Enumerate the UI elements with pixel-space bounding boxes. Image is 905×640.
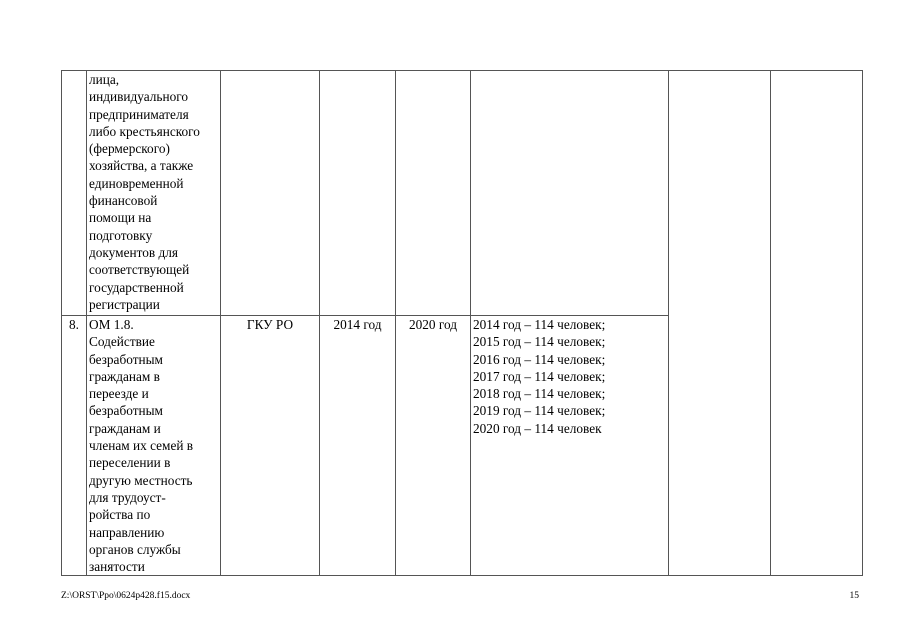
row-number-cell — [62, 71, 87, 316]
activity-text-line: государственной — [89, 279, 184, 295]
activity-text-line: индивидуального — [89, 89, 188, 105]
activity-text-line: членам их семей в — [89, 438, 194, 454]
result-line: 2017 год – 114 человек; — [473, 368, 606, 384]
start-cell: 2014 год — [320, 316, 396, 576]
activity-cell — [87, 71, 221, 316]
activity-text-line: документов для — [89, 244, 178, 260]
activity-text-line: ройства по — [89, 507, 151, 523]
activity-text-line: безработным — [89, 403, 163, 419]
results-cell — [471, 316, 669, 576]
activity-text-line: ОМ 1.8. — [89, 317, 134, 332]
activity-text-line: помощи на — [89, 210, 152, 226]
activity-text-line: Содействие — [89, 334, 155, 350]
result-line: 2014 год – 114 человек; — [473, 317, 606, 332]
end-cell — [396, 71, 471, 316]
start-cell — [320, 71, 396, 316]
activity-text-line: органов службы — [89, 541, 181, 557]
activity-text-line: переезде и — [89, 386, 149, 402]
activity-text-line: единовременной — [89, 175, 184, 191]
activity-text-line: регистрации — [89, 296, 160, 312]
result-line: 2015 год – 114 человек; — [473, 334, 606, 350]
executor-cell: ГКУ РО — [221, 316, 320, 576]
result-line: 2020 год – 114 человек — [473, 420, 602, 436]
footer-page-number: 15 — [849, 591, 859, 601]
activity-cell — [87, 316, 221, 576]
activity-text-line: либо крестьянского — [89, 123, 200, 139]
activity-text-line: для трудоуст- — [89, 489, 166, 505]
activity-text-line: лица, — [89, 72, 120, 87]
activity-text-line: финансовой — [89, 193, 158, 209]
activity-text-line: подготовку — [89, 227, 153, 243]
footer-file-path: Z:\ORST\Ppo\0624p428.f15.docx — [61, 591, 191, 601]
result-line: 2016 год – 114 человек; — [473, 351, 606, 367]
activity-text-line: хозяйства, а также — [89, 158, 194, 174]
row-number-cell: 8. — [62, 316, 87, 576]
program-table — [61, 70, 863, 576]
results-cell — [471, 71, 669, 316]
extra-cell-2 — [771, 71, 863, 576]
activity-text-line: (фермерского) — [89, 141, 170, 157]
activity-text-line: занятости — [89, 559, 145, 575]
result-line: 2019 год – 114 человек; — [473, 403, 606, 419]
executor-cell — [221, 71, 320, 316]
activity-text-line: предпринимателя — [89, 106, 189, 122]
activity-text-line: другую местность — [89, 472, 193, 488]
table-row — [62, 71, 863, 316]
activity-text-line: гражданам в — [89, 368, 160, 384]
activity-text-line: гражданам и — [89, 420, 161, 436]
activity-text-line: направлению — [89, 524, 165, 540]
activity-text-line: безработным — [89, 351, 163, 367]
end-cell: 2020 год — [396, 316, 471, 576]
extra-cell-1 — [669, 71, 771, 576]
activity-text-line: переселении в — [89, 455, 171, 471]
result-line: 2018 год – 114 человек; — [473, 386, 606, 402]
activity-text-line: соответствующей — [89, 262, 190, 278]
